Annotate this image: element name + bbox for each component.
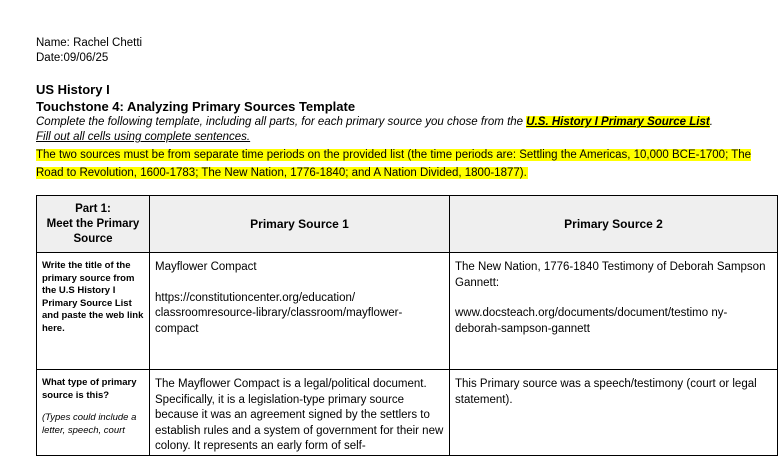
source1-title: Mayflower Compact: [155, 261, 257, 273]
table-row: [37, 370, 778, 456]
student-name: Name: Rachel Chetti: [36, 37, 143, 49]
source2-link: www.docsteach.org/documents/document/testimo ny-deborah-sampson-gannett: [455, 307, 728, 335]
primary-source-table: [36, 195, 778, 456]
highlight-note: The two sources must be from separate time periods on the provided list (the time periods are: Settling the Americas, 10,000 BCE-1700; The Road to Revolution, 1600-1783; The New Nation, 1776-1840; and A Nation Divided, 1800-1877).: [36, 149, 752, 179]
source1-cell[interactable]: [150, 370, 450, 456]
primary-source-list-link[interactable]: U.S. History I Primary Source List: [526, 116, 710, 128]
col-header-source1: Primary Source 1: [150, 196, 450, 253]
assignment-title: Touchstone 4: Analyzing Primary Sources Template: [36, 99, 356, 114]
table-header-row: [37, 196, 778, 253]
course-title: US History I: [36, 82, 110, 97]
source1-answer: The Mayflower Compact is a legal/political document. Specifically, it is a legislation-type primary source because it was an agreement signed by the settlers to establish rules and a system of government for their new colony. It represents an early form of self-: [155, 378, 444, 452]
source2-cell[interactable]: [450, 370, 778, 456]
date-line: Date:09/06/25: [36, 52, 109, 64]
source2-cell[interactable]: [450, 253, 778, 370]
instructions-period: .: [709, 116, 713, 128]
source1-cell[interactable]: [150, 253, 450, 370]
col-header-source2: Primary Source 2: [450, 196, 778, 253]
source1-link: https://constitutioncenter.org/education/ classroomresource-library/classroom/mayflower-compact: [155, 291, 403, 335]
instructions-line2: Fill out all cells using complete sentences.: [36, 131, 251, 143]
table-row: [37, 253, 778, 370]
source2-title: The New Nation, 1776-1840 Testimony of Deborah Sampson Gannett:: [455, 261, 766, 289]
source2-answer: This Primary source was a speech/testimony (court or legal statement).: [455, 378, 757, 406]
question-cell: Write the title of the primary source from the U.S History I Primary Source List and paste the web link here.: [37, 253, 150, 370]
highlight-note-wrap: [36, 145, 777, 181]
col-header-part1: Part 1: Meet the Primary Source: [37, 196, 150, 253]
question-cell: [37, 370, 150, 456]
question-text: What type of primary source is this?: [42, 377, 137, 401]
document-header: [36, 36, 777, 181]
question-hint: (Types could include a letter, speech, court: [42, 412, 137, 436]
instructions: [36, 115, 777, 130]
instructions-text: Complete the following template, including all parts, for each primary source you chose from the: [36, 116, 527, 128]
